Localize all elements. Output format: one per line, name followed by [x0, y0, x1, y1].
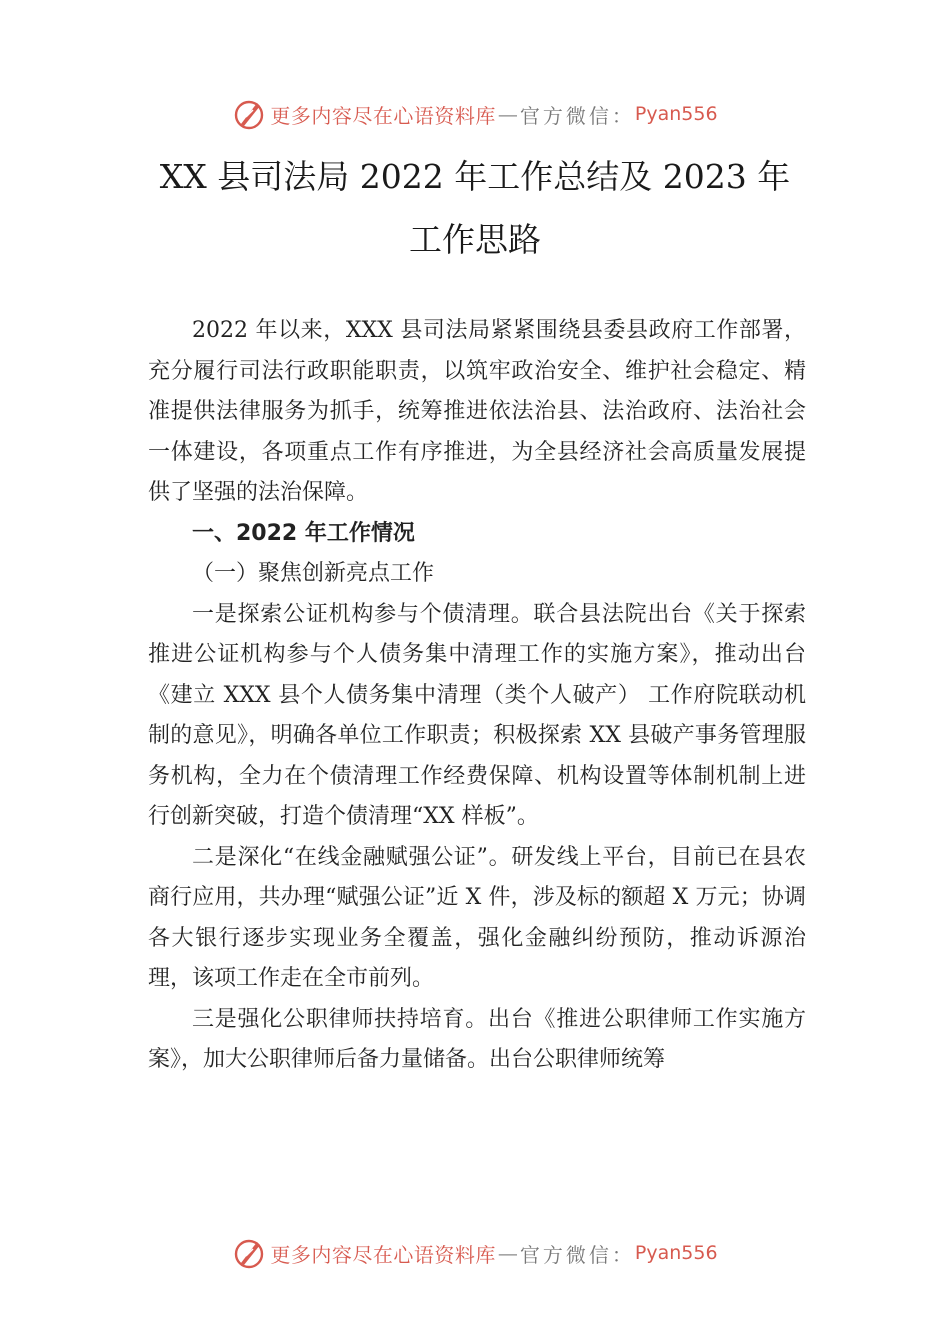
paragraph-1: 一是探索公证机构参与个债清理。联合县法院出台《关于探索推进公证机构参与个人债务集中清理工作的实施方案》，推动出台《建立 XXX 县个人债务集中清理（类个人破产） 工作府院联动机制的意见》，明确各单位工作职责；积极探索 XX 县破产事务管理服务机构，全力在个债清理工作经费保障、机构设置等体制机制上进行创新突破，打造个债清理“XX 样板”。 — [148, 601, 806, 829]
watermark-separator: — — [497, 102, 518, 126]
intro-paragraph: 2022 年以来，XXX 县司法局紧紧围绕县委县政府工作部署，充分履行司法行政职能职责，以筑牢政治安全、维护社会稳定、精准提供法律服务为抓手，统筹推进依法治县、法治政府、法治社会一体建设，各项重点工作有序推进，为全县经济社会高质量发展提供了坚强的法治保障。 — [148, 318, 806, 505]
watermark-main-text: 更多内容尽在心语资料库 — [270, 103, 496, 128]
document-title-line-2: 工作思路 — [409, 220, 541, 259]
watermark-footer — [0, 1235, 950, 1271]
section-heading: 一、2022 年工作情况 — [192, 520, 415, 546]
watermark-main-text: 更多内容尽在心语资料库 — [270, 1242, 496, 1267]
watermark-sub-text: 官方微信： — [519, 103, 635, 128]
paragraph-3: 三是强化公职律师扶持培育。出台《推进公职律师工作实施方案》，加大公职律师后备力量储备。出台公职律师统筹 — [148, 1006, 806, 1072]
watermark-wechat-id: Pyan556 — [634, 1242, 718, 1264]
watermark-sub-text: 官方微信： — [519, 1242, 635, 1267]
paragraph-2: 二是深化“在线金融赋强公证”。研发线上平台，目前已在县农商行应用，共办理“赋强公证”近 X 件，涉及标的额超 X 万元；协调各大银行逐步实现业务全覆盖，强化金融纠纷预防，推动诉源治理，该项工作走在全市前列。 — [148, 844, 806, 991]
watermark-wechat-id: Pyan556 — [634, 103, 718, 125]
document-body — [148, 311, 806, 1081]
watermark-separator: — — [497, 1241, 518, 1265]
subsection-heading: （一）聚焦创新亮点工作 — [192, 561, 435, 586]
watermark-header — [0, 96, 950, 132]
document-title-line-1: XX 县司法局 2022 年工作总结及 2023 年 — [159, 157, 791, 196]
quill-circle-logo-icon — [232, 1236, 266, 1270]
quill-circle-logo-icon — [232, 97, 266, 131]
